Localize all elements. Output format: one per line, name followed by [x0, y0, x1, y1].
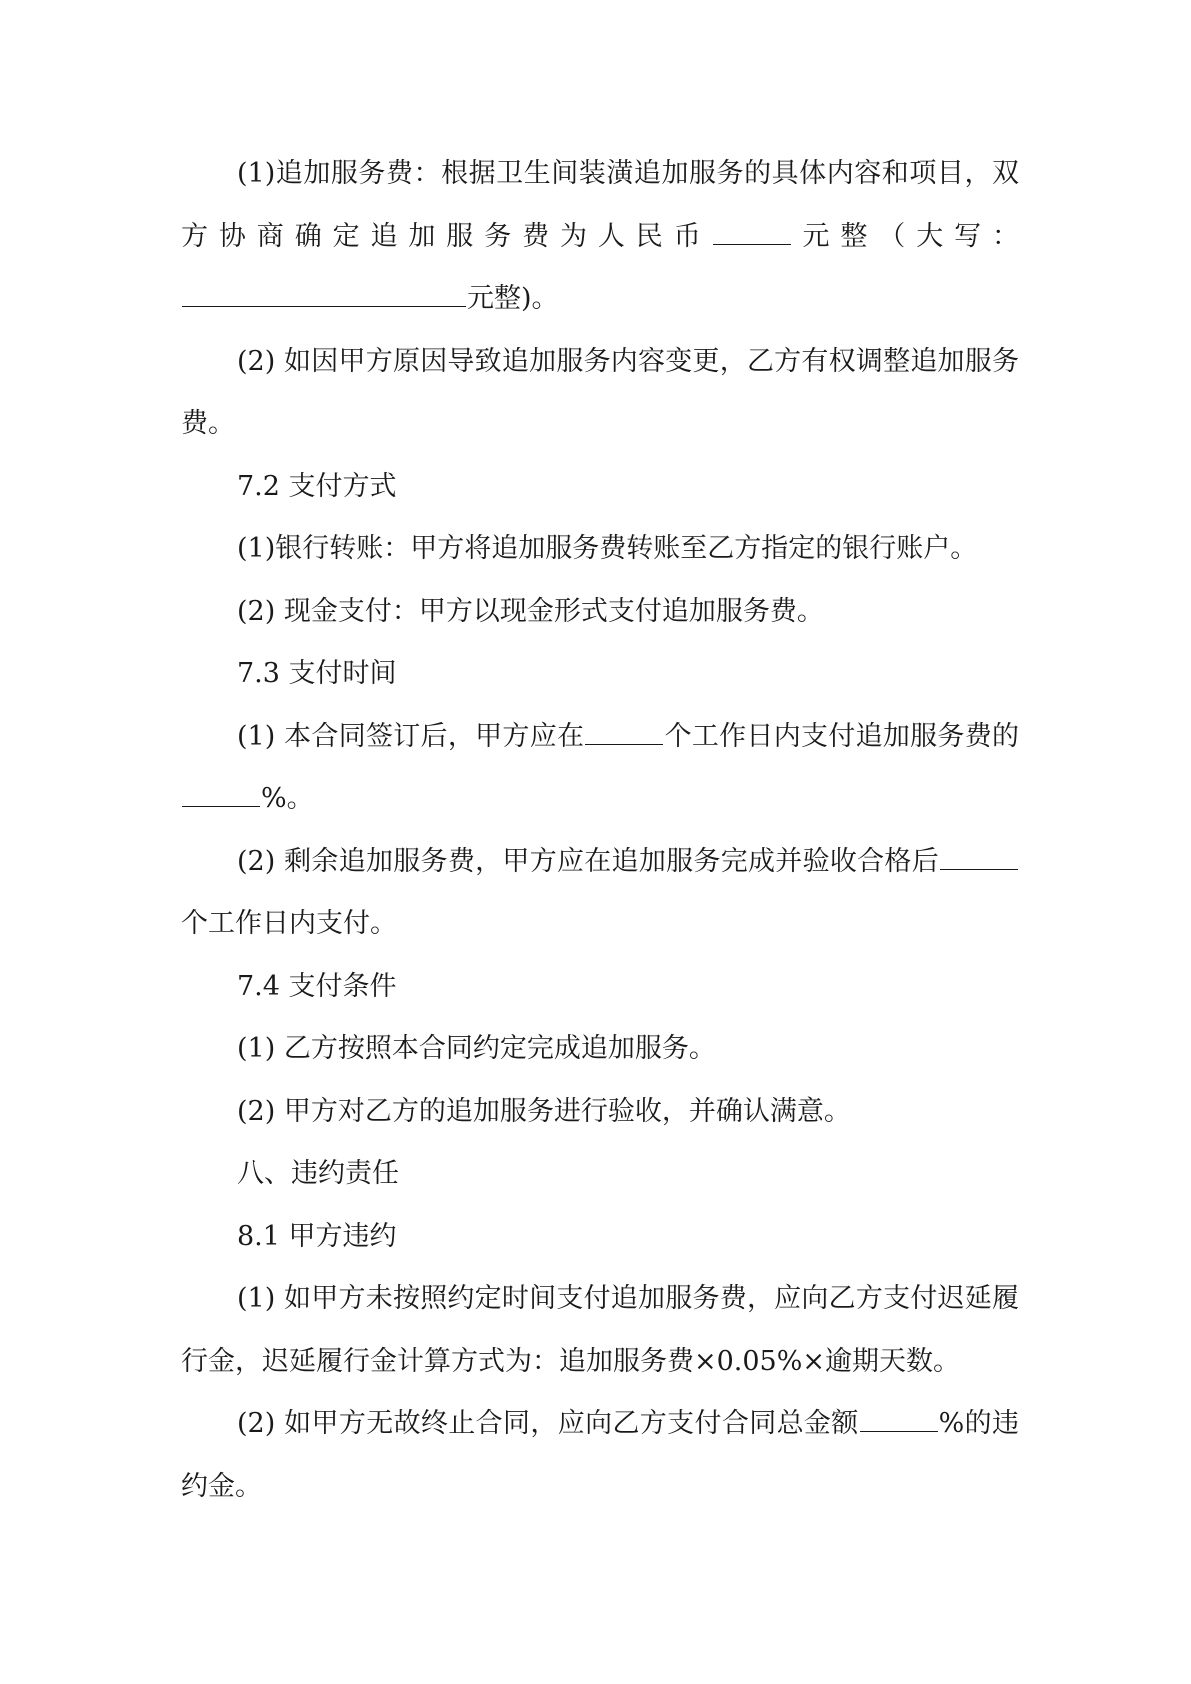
paragraph-text: (1) 乙方按照本合同约定完成追加服务。 [237, 1033, 716, 1064]
amount-blank [713, 218, 791, 245]
paragraph-text: (2) 如因甲方原因导致追加服务内容变更，乙方有权调整追加服务费。 [181, 345, 1019, 439]
paragraph-payment-deadline [181, 706, 1019, 831]
paragraph-text: (2) 甲方对乙方的追加服务进行验收，并确认满意。 [237, 1095, 851, 1127]
heading-text: 7.2 支付方式 [237, 470, 397, 502]
paragraph-text: (1)银行转账：甲方将追加服务费转账至乙方指定的银行账户。 [237, 533, 978, 564]
paragraph-termination [181, 1393, 1019, 1518]
heading-text: 7.3 支付时间 [237, 658, 397, 689]
paragraph-text: %的违约金。 [181, 1408, 1020, 1502]
heading-8-1 [181, 1206, 1019, 1269]
paragraph-text: (1) 如甲方未按照约定时间支付追加服务费，应向乙方支付迟延履行金，迟延履行金计算方式为：追加服务费×0.05%×逾期天数。 [181, 1283, 1019, 1377]
paragraph-bank-transfer [181, 518, 1019, 581]
document-body [181, 143, 1019, 1518]
percent-blank [182, 780, 260, 807]
paragraph-text: (2) 如甲方无故终止合同，应向乙方支付合同总金额 [237, 1408, 859, 1439]
paragraph-late-payment [181, 1268, 1019, 1393]
paragraph-text: (1) 本合同签订后，甲方应在 [237, 720, 585, 752]
heading-7-3 [181, 643, 1019, 706]
heading-text: 7.4 支付条件 [237, 970, 397, 1002]
paragraph-condition-2 [181, 1081, 1019, 1144]
heading-section-8 [181, 1143, 1019, 1206]
paragraph-text: 个工作日内支付追加服务费的 [664, 720, 1020, 752]
paragraph-text: 元整（大写： [791, 220, 1020, 252]
amount-in-words-blank [182, 280, 466, 307]
heading-7-2 [181, 456, 1019, 519]
paragraph-text: %。 [261, 783, 314, 814]
paragraph-remaining-fee [181, 831, 1019, 956]
paragraph-condition-1 [181, 1018, 1019, 1081]
paragraph-additional-fee [181, 143, 1019, 331]
days-blank [585, 718, 663, 745]
paragraph-cash-payment [181, 581, 1019, 644]
paragraph-text: (1)追加服务费：根据卫生间装潢追加服务的具体内容和项目， [237, 158, 992, 189]
heading-7-4 [181, 956, 1019, 1019]
days-blank [940, 843, 1018, 870]
paragraph-fee-adjustment [181, 331, 1019, 456]
paragraph-text: 个工作日内支付。 [181, 908, 397, 939]
percent-blank [860, 1405, 938, 1432]
paragraph-text: 双方协商确定追加服务费为人民币 [181, 158, 1019, 252]
heading-text: 8.1 甲方违约 [237, 1220, 397, 1252]
heading-text: 八、违约责任 [237, 1158, 399, 1189]
paragraph-text: 元整)。 [467, 283, 559, 314]
paragraph-text: (2) 剩余追加服务费，甲方应在追加服务完成并验收合格后 [237, 845, 939, 877]
paragraph-text: (2) 现金支付：甲方以现金形式支付追加服务费。 [237, 595, 824, 627]
